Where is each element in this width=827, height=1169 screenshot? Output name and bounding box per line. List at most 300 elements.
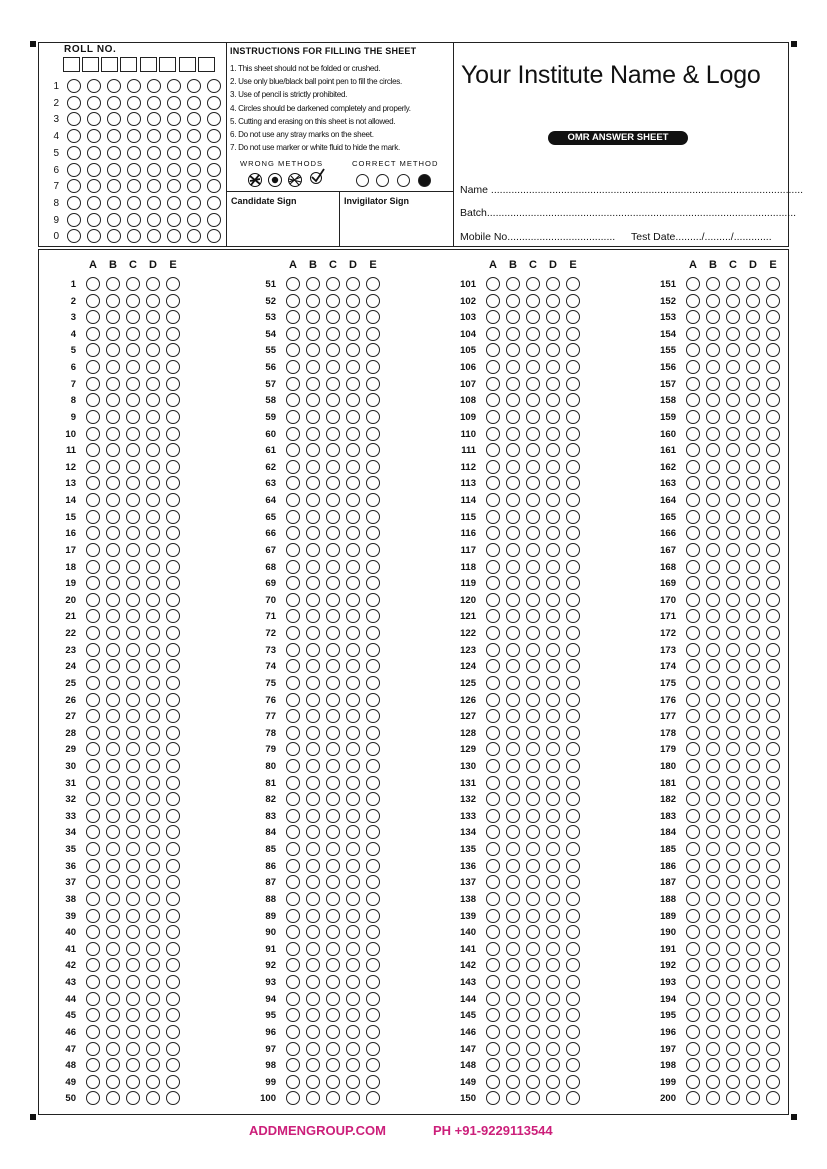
answer-bubble-a[interactable] [86, 892, 100, 906]
answer-bubble-c[interactable] [126, 510, 140, 524]
answer-bubble-c[interactable] [526, 560, 540, 574]
answer-bubble-d[interactable] [346, 493, 360, 507]
answer-bubble-b[interactable] [106, 626, 120, 640]
answer-bubble-e[interactable] [166, 676, 180, 690]
answer-bubble-c[interactable] [726, 327, 740, 341]
answer-bubble-e[interactable] [766, 726, 780, 740]
answer-bubble-c[interactable] [326, 543, 340, 557]
answer-bubble-a[interactable] [286, 709, 300, 723]
answer-bubble-a[interactable] [486, 1075, 500, 1089]
answer-bubble-a[interactable] [86, 759, 100, 773]
answer-bubble-e[interactable] [166, 377, 180, 391]
roll-bubble[interactable] [127, 129, 141, 143]
answer-bubble-b[interactable] [306, 975, 320, 989]
answer-bubble-c[interactable] [526, 410, 540, 424]
answer-bubble-d[interactable] [746, 626, 760, 640]
answer-bubble-d[interactable] [746, 975, 760, 989]
answer-bubble-b[interactable] [506, 676, 520, 690]
test-date-field[interactable]: Test Date........./........./............. [631, 231, 772, 243]
answer-bubble-b[interactable] [306, 327, 320, 341]
answer-bubble-b[interactable] [706, 809, 720, 823]
answer-bubble-e[interactable] [566, 277, 580, 291]
answer-bubble-a[interactable] [86, 676, 100, 690]
answer-bubble-b[interactable] [706, 327, 720, 341]
answer-bubble-d[interactable] [546, 693, 560, 707]
answer-bubble-e[interactable] [166, 593, 180, 607]
answer-bubble-e[interactable] [766, 759, 780, 773]
roll-bubble[interactable] [87, 213, 101, 227]
answer-bubble-b[interactable] [506, 942, 520, 956]
answer-bubble-d[interactable] [746, 1025, 760, 1039]
answer-bubble-c[interactable] [526, 1042, 540, 1056]
answer-bubble-e[interactable] [366, 294, 380, 308]
answer-bubble-c[interactable] [126, 593, 140, 607]
answer-bubble-a[interactable] [86, 726, 100, 740]
roll-bubble[interactable] [127, 96, 141, 110]
answer-bubble-d[interactable] [146, 626, 160, 640]
answer-bubble-a[interactable] [686, 560, 700, 574]
answer-bubble-b[interactable] [106, 859, 120, 873]
answer-bubble-b[interactable] [106, 593, 120, 607]
answer-bubble-e[interactable] [766, 294, 780, 308]
answer-bubble-d[interactable] [746, 427, 760, 441]
answer-bubble-a[interactable] [486, 859, 500, 873]
answer-bubble-c[interactable] [326, 909, 340, 923]
answer-bubble-c[interactable] [526, 294, 540, 308]
answer-bubble-a[interactable] [286, 776, 300, 790]
answer-bubble-b[interactable] [306, 1025, 320, 1039]
answer-bubble-a[interactable] [86, 809, 100, 823]
answer-bubble-a[interactable] [286, 892, 300, 906]
answer-bubble-a[interactable] [686, 427, 700, 441]
answer-bubble-e[interactable] [366, 676, 380, 690]
roll-number-box[interactable] [198, 57, 215, 72]
answer-bubble-c[interactable] [326, 859, 340, 873]
answer-bubble-c[interactable] [326, 360, 340, 374]
answer-bubble-e[interactable] [566, 294, 580, 308]
answer-bubble-d[interactable] [146, 327, 160, 341]
answer-bubble-e[interactable] [766, 1042, 780, 1056]
answer-bubble-b[interactable] [506, 427, 520, 441]
answer-bubble-a[interactable] [86, 510, 100, 524]
answer-bubble-d[interactable] [146, 643, 160, 657]
answer-bubble-a[interactable] [486, 992, 500, 1006]
answer-bubble-b[interactable] [306, 726, 320, 740]
answer-bubble-d[interactable] [746, 1075, 760, 1089]
answer-bubble-c[interactable] [526, 776, 540, 790]
answer-bubble-e[interactable] [366, 709, 380, 723]
answer-bubble-a[interactable] [486, 643, 500, 657]
answer-bubble-b[interactable] [306, 493, 320, 507]
answer-bubble-d[interactable] [346, 842, 360, 856]
answer-bubble-c[interactable] [526, 759, 540, 773]
answer-bubble-d[interactable] [346, 992, 360, 1006]
answer-bubble-d[interactable] [746, 493, 760, 507]
roll-bubble[interactable] [207, 196, 221, 210]
answer-bubble-c[interactable] [326, 776, 340, 790]
answer-bubble-a[interactable] [686, 909, 700, 923]
answer-bubble-a[interactable] [286, 1042, 300, 1056]
answer-bubble-d[interactable] [146, 693, 160, 707]
answer-bubble-d[interactable] [746, 327, 760, 341]
answer-bubble-d[interactable] [546, 427, 560, 441]
answer-bubble-a[interactable] [686, 975, 700, 989]
answer-bubble-e[interactable] [166, 294, 180, 308]
answer-bubble-c[interactable] [126, 693, 140, 707]
answer-bubble-a[interactable] [86, 277, 100, 291]
answer-bubble-e[interactable] [166, 1042, 180, 1056]
answer-bubble-d[interactable] [146, 776, 160, 790]
answer-bubble-a[interactable] [286, 842, 300, 856]
answer-bubble-c[interactable] [126, 1025, 140, 1039]
answer-bubble-a[interactable] [686, 543, 700, 557]
answer-bubble-a[interactable] [686, 493, 700, 507]
answer-bubble-c[interactable] [526, 892, 540, 906]
answer-bubble-d[interactable] [746, 776, 760, 790]
answer-bubble-b[interactable] [106, 776, 120, 790]
answer-bubble-a[interactable] [486, 693, 500, 707]
answer-bubble-d[interactable] [146, 410, 160, 424]
answer-bubble-d[interactable] [146, 975, 160, 989]
answer-bubble-b[interactable] [706, 626, 720, 640]
answer-bubble-d[interactable] [746, 759, 760, 773]
roll-bubble[interactable] [207, 79, 221, 93]
answer-bubble-a[interactable] [286, 543, 300, 557]
answer-bubble-b[interactable] [306, 892, 320, 906]
answer-bubble-b[interactable] [106, 992, 120, 1006]
answer-bubble-c[interactable] [326, 759, 340, 773]
answer-bubble-c[interactable] [526, 809, 540, 823]
answer-bubble-e[interactable] [366, 410, 380, 424]
answer-bubble-a[interactable] [86, 859, 100, 873]
answer-bubble-c[interactable] [326, 942, 340, 956]
answer-bubble-a[interactable] [686, 626, 700, 640]
answer-bubble-b[interactable] [306, 410, 320, 424]
answer-bubble-e[interactable] [166, 809, 180, 823]
answer-bubble-b[interactable] [106, 975, 120, 989]
answer-bubble-e[interactable] [766, 510, 780, 524]
answer-bubble-b[interactable] [506, 759, 520, 773]
answer-bubble-e[interactable] [766, 942, 780, 956]
answer-bubble-e[interactable] [366, 1025, 380, 1039]
answer-bubble-e[interactable] [166, 842, 180, 856]
roll-bubble[interactable] [87, 163, 101, 177]
answer-bubble-d[interactable] [346, 643, 360, 657]
answer-bubble-e[interactable] [166, 709, 180, 723]
answer-bubble-b[interactable] [106, 676, 120, 690]
answer-bubble-a[interactable] [86, 1025, 100, 1039]
answer-bubble-a[interactable] [486, 277, 500, 291]
answer-bubble-b[interactable] [106, 510, 120, 524]
answer-bubble-e[interactable] [566, 676, 580, 690]
answer-bubble-d[interactable] [146, 1075, 160, 1089]
answer-bubble-b[interactable] [306, 377, 320, 391]
answer-bubble-b[interactable] [506, 643, 520, 657]
answer-bubble-a[interactable] [286, 427, 300, 441]
answer-bubble-e[interactable] [566, 410, 580, 424]
answer-bubble-d[interactable] [146, 942, 160, 956]
answer-bubble-d[interactable] [346, 377, 360, 391]
roll-bubble[interactable] [87, 146, 101, 160]
answer-bubble-a[interactable] [286, 1075, 300, 1089]
answer-bubble-a[interactable] [86, 493, 100, 507]
roll-bubble[interactable] [207, 96, 221, 110]
answer-bubble-b[interactable] [506, 859, 520, 873]
answer-bubble-e[interactable] [366, 427, 380, 441]
roll-bubble[interactable] [147, 129, 161, 143]
answer-bubble-d[interactable] [546, 759, 560, 773]
answer-bubble-b[interactable] [106, 560, 120, 574]
answer-bubble-a[interactable] [686, 859, 700, 873]
answer-bubble-c[interactable] [726, 1025, 740, 1039]
answer-bubble-d[interactable] [146, 460, 160, 474]
answer-bubble-e[interactable] [566, 759, 580, 773]
answer-bubble-c[interactable] [726, 809, 740, 823]
answer-bubble-c[interactable] [526, 992, 540, 1006]
answer-bubble-d[interactable] [346, 626, 360, 640]
answer-bubble-b[interactable] [106, 410, 120, 424]
answer-bubble-b[interactable] [106, 493, 120, 507]
answer-bubble-b[interactable] [506, 543, 520, 557]
answer-bubble-e[interactable] [366, 726, 380, 740]
roll-bubble[interactable] [167, 213, 181, 227]
answer-bubble-e[interactable] [166, 560, 180, 574]
answer-bubble-c[interactable] [326, 992, 340, 1006]
answer-bubble-b[interactable] [306, 676, 320, 690]
answer-bubble-c[interactable] [526, 377, 540, 391]
answer-bubble-e[interactable] [366, 776, 380, 790]
answer-bubble-b[interactable] [506, 493, 520, 507]
roll-bubble[interactable] [87, 79, 101, 93]
answer-bubble-c[interactable] [726, 593, 740, 607]
answer-bubble-d[interactable] [546, 992, 560, 1006]
answer-bubble-a[interactable] [686, 992, 700, 1006]
answer-bubble-e[interactable] [366, 560, 380, 574]
answer-bubble-b[interactable] [106, 277, 120, 291]
answer-bubble-e[interactable] [166, 410, 180, 424]
answer-bubble-d[interactable] [746, 676, 760, 690]
answer-bubble-d[interactable] [546, 776, 560, 790]
answer-bubble-e[interactable] [166, 1075, 180, 1089]
answer-bubble-e[interactable] [366, 1042, 380, 1056]
answer-bubble-c[interactable] [326, 377, 340, 391]
answer-bubble-c[interactable] [126, 709, 140, 723]
answer-bubble-d[interactable] [746, 510, 760, 524]
answer-bubble-d[interactable] [346, 510, 360, 524]
answer-bubble-a[interactable] [486, 809, 500, 823]
answer-bubble-c[interactable] [726, 643, 740, 657]
answer-bubble-a[interactable] [686, 377, 700, 391]
answer-bubble-c[interactable] [726, 460, 740, 474]
answer-bubble-a[interactable] [486, 909, 500, 923]
answer-bubble-b[interactable] [506, 809, 520, 823]
answer-bubble-a[interactable] [486, 1025, 500, 1039]
answer-bubble-e[interactable] [766, 842, 780, 856]
roll-bubble[interactable] [67, 196, 81, 210]
answer-bubble-b[interactable] [106, 1075, 120, 1089]
answer-bubble-e[interactable] [766, 676, 780, 690]
answer-bubble-d[interactable] [346, 676, 360, 690]
answer-bubble-b[interactable] [506, 560, 520, 574]
roll-bubble[interactable] [187, 129, 201, 143]
answer-bubble-e[interactable] [366, 626, 380, 640]
answer-bubble-b[interactable] [706, 942, 720, 956]
answer-bubble-e[interactable] [166, 975, 180, 989]
answer-bubble-b[interactable] [706, 277, 720, 291]
answer-bubble-d[interactable] [346, 1042, 360, 1056]
answer-bubble-d[interactable] [146, 892, 160, 906]
answer-bubble-e[interactable] [166, 360, 180, 374]
answer-bubble-d[interactable] [146, 493, 160, 507]
answer-bubble-a[interactable] [686, 892, 700, 906]
answer-bubble-b[interactable] [706, 593, 720, 607]
answer-bubble-b[interactable] [506, 892, 520, 906]
answer-bubble-d[interactable] [346, 277, 360, 291]
answer-bubble-d[interactable] [546, 360, 560, 374]
answer-bubble-e[interactable] [766, 859, 780, 873]
answer-bubble-e[interactable] [166, 726, 180, 740]
answer-bubble-c[interactable] [726, 560, 740, 574]
answer-bubble-d[interactable] [546, 892, 560, 906]
answer-bubble-a[interactable] [486, 493, 500, 507]
answer-bubble-b[interactable] [506, 510, 520, 524]
answer-bubble-d[interactable] [746, 693, 760, 707]
answer-bubble-a[interactable] [486, 626, 500, 640]
answer-bubble-b[interactable] [706, 410, 720, 424]
answer-bubble-e[interactable] [766, 643, 780, 657]
roll-bubble[interactable] [87, 196, 101, 210]
answer-bubble-d[interactable] [146, 1025, 160, 1039]
answer-bubble-e[interactable] [166, 460, 180, 474]
answer-bubble-e[interactable] [166, 277, 180, 291]
answer-bubble-d[interactable] [546, 410, 560, 424]
roll-bubble[interactable] [107, 96, 121, 110]
roll-bubble[interactable] [67, 129, 81, 143]
answer-bubble-d[interactable] [546, 377, 560, 391]
answer-bubble-e[interactable] [366, 693, 380, 707]
answer-bubble-e[interactable] [766, 543, 780, 557]
answer-bubble-b[interactable] [106, 726, 120, 740]
roll-bubble[interactable] [187, 79, 201, 93]
roll-bubble[interactable] [127, 213, 141, 227]
answer-bubble-e[interactable] [566, 427, 580, 441]
roll-bubble[interactable] [167, 146, 181, 160]
answer-bubble-a[interactable] [86, 992, 100, 1006]
answer-bubble-b[interactable] [106, 294, 120, 308]
answer-bubble-d[interactable] [546, 859, 560, 873]
answer-bubble-c[interactable] [326, 493, 340, 507]
answer-bubble-b[interactable] [106, 427, 120, 441]
answer-bubble-e[interactable] [766, 776, 780, 790]
answer-bubble-b[interactable] [106, 460, 120, 474]
answer-bubble-a[interactable] [686, 726, 700, 740]
answer-bubble-a[interactable] [286, 493, 300, 507]
answer-bubble-b[interactable] [706, 1075, 720, 1089]
answer-bubble-e[interactable] [166, 427, 180, 441]
answer-bubble-c[interactable] [126, 560, 140, 574]
answer-bubble-e[interactable] [566, 693, 580, 707]
answer-bubble-d[interactable] [146, 277, 160, 291]
answer-bubble-c[interactable] [526, 327, 540, 341]
answer-bubble-d[interactable] [346, 294, 360, 308]
answer-bubble-b[interactable] [306, 809, 320, 823]
answer-bubble-a[interactable] [86, 942, 100, 956]
roll-bubble[interactable] [107, 163, 121, 177]
answer-bubble-b[interactable] [706, 460, 720, 474]
answer-bubble-e[interactable] [366, 327, 380, 341]
answer-bubble-d[interactable] [146, 294, 160, 308]
answer-bubble-b[interactable] [506, 909, 520, 923]
answer-bubble-e[interactable] [566, 842, 580, 856]
answer-bubble-d[interactable] [546, 842, 560, 856]
answer-bubble-d[interactable] [546, 809, 560, 823]
answer-bubble-c[interactable] [526, 543, 540, 557]
answer-bubble-c[interactable] [526, 360, 540, 374]
answer-bubble-c[interactable] [526, 676, 540, 690]
answer-bubble-e[interactable] [766, 410, 780, 424]
answer-bubble-b[interactable] [706, 360, 720, 374]
answer-bubble-b[interactable] [106, 1042, 120, 1056]
answer-bubble-b[interactable] [106, 842, 120, 856]
answer-bubble-a[interactable] [486, 377, 500, 391]
answer-bubble-d[interactable] [146, 1042, 160, 1056]
answer-bubble-c[interactable] [526, 510, 540, 524]
answer-bubble-b[interactable] [306, 510, 320, 524]
answer-bubble-d[interactable] [146, 510, 160, 524]
answer-bubble-a[interactable] [286, 992, 300, 1006]
answer-bubble-c[interactable] [726, 709, 740, 723]
answer-bubble-a[interactable] [686, 360, 700, 374]
answer-bubble-b[interactable] [506, 626, 520, 640]
answer-bubble-b[interactable] [306, 360, 320, 374]
answer-bubble-c[interactable] [326, 294, 340, 308]
answer-bubble-d[interactable] [746, 726, 760, 740]
answer-bubble-d[interactable] [546, 510, 560, 524]
answer-bubble-b[interactable] [506, 776, 520, 790]
answer-bubble-c[interactable] [726, 776, 740, 790]
answer-bubble-b[interactable] [706, 726, 720, 740]
answer-bubble-b[interactable] [106, 909, 120, 923]
answer-bubble-e[interactable] [566, 892, 580, 906]
answer-bubble-d[interactable] [146, 427, 160, 441]
answer-bubble-a[interactable] [686, 1025, 700, 1039]
answer-bubble-e[interactable] [766, 327, 780, 341]
answer-bubble-d[interactable] [546, 975, 560, 989]
roll-number-box[interactable] [101, 57, 118, 72]
answer-bubble-e[interactable] [366, 593, 380, 607]
roll-bubble[interactable] [147, 96, 161, 110]
answer-bubble-e[interactable] [166, 643, 180, 657]
answer-bubble-d[interactable] [546, 626, 560, 640]
answer-bubble-d[interactable] [346, 410, 360, 424]
answer-bubble-d[interactable] [346, 460, 360, 474]
answer-bubble-a[interactable] [486, 294, 500, 308]
answer-bubble-b[interactable] [106, 1025, 120, 1039]
answer-bubble-c[interactable] [126, 1075, 140, 1089]
answer-bubble-b[interactable] [106, 693, 120, 707]
answer-bubble-b[interactable] [106, 643, 120, 657]
answer-bubble-c[interactable] [726, 360, 740, 374]
answer-bubble-d[interactable] [346, 360, 360, 374]
answer-bubble-c[interactable] [526, 460, 540, 474]
answer-bubble-c[interactable] [726, 892, 740, 906]
answer-bubble-a[interactable] [486, 842, 500, 856]
answer-bubble-c[interactable] [326, 327, 340, 341]
answer-bubble-a[interactable] [686, 942, 700, 956]
answer-bubble-b[interactable] [506, 277, 520, 291]
roll-bubble[interactable] [187, 213, 201, 227]
answer-bubble-e[interactable] [566, 510, 580, 524]
